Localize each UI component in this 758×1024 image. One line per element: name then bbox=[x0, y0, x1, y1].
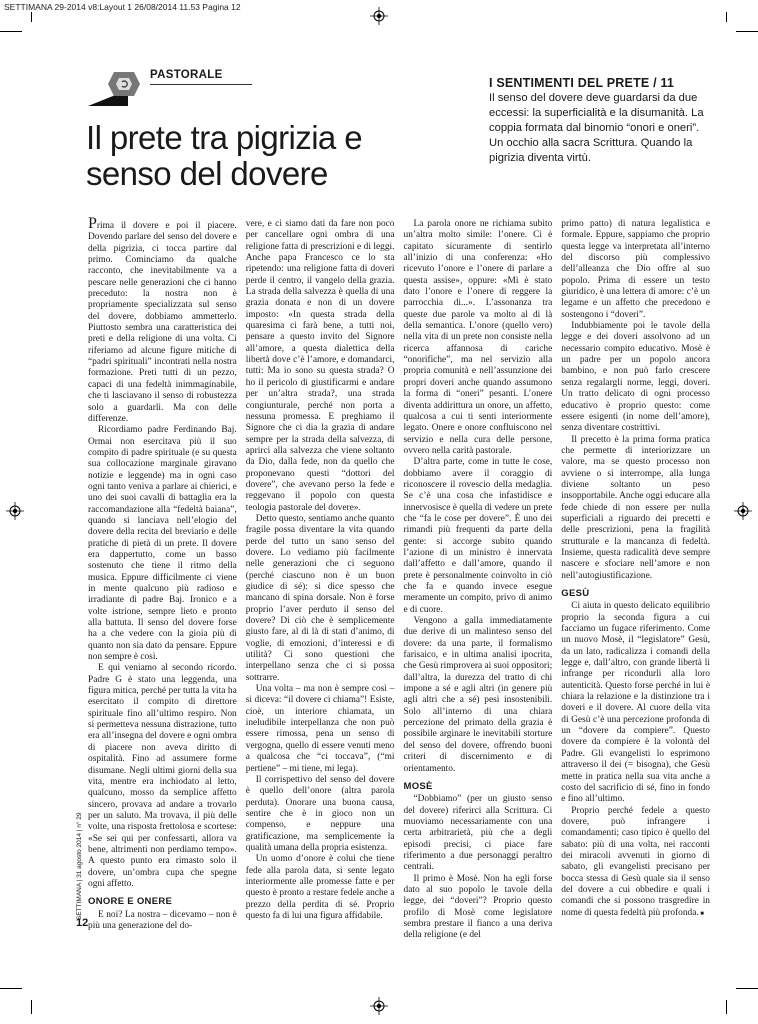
paragraph: vere, e ci siamo dati da fare non poco per cancellare ogni ombra di una religione fatta di prescrizioni e di leggi. Anche papa Francesco ce lo sta ripetendo: una religione fatta di doveri perde il centro, il vangelo della grazia. La strada della salvezza è quella di una grazia donata e non di un dovere imposto: «In questa strada della quaresima ci farà bene, a tutti noi, pensare a questo invito del Signore all’amore, a questa dialettica della libertà dove c’è l’amore, e domandarci, tutti: Ma io sono su questa strada? O ho il pericolo di giustificarmi e andare per un’altra strada?, una strada congiunturale, perché non porta a nessuna promessa. E preghiamo il Signore che ci dia la grazia di andare sempre per la strada della salvezza, di aprirci alla salvezza che viene soltanto da Dio, dalla fede, non da quello che proponevano questi “dottori del dovere”, che avevano perso la fede e reggevano il popolo con questa teologia pastorale del dovere». bbox=[245, 219, 395, 513]
crop-mark-top-left-h bbox=[0, 31, 22, 32]
paragraph: Un uomo d’onore è colui che tiene fede alla parola data, si sente legato interiormente alle promesse fatte e per questo è pronto a restare fedele anche a prezzo della perdita di sé. Proprio questo fa di lui una figura affidabile. bbox=[245, 854, 395, 921]
crop-mark-top-left-v bbox=[31, 12, 32, 22]
paragraph: La parola onore ne richiama subito un’altra molto simile: l’onere. Ci è capitato sicuramente di sentirlo all’inizio di una conferenza: «Ho ricevuto l’onore e l’onere di parlare a questa assise», oppure: «Mi è stato dato l’onore e l’onere di reggere la parrocchia di...». L’assonanza tra queste due parole va molto al di là della semantica. L’onore (quello vero) nella vita di un prete non consiste nella ricerca affannosa di cariche “onorifiche”, ma nel servizio alla propria comunità e nell’assunzione dei propri doveri anche quando assumono la forma di “oneri” pesanti. L’onere diventa addirittura un onore, un affetto, qualcosa a cui ti senti interiormente legato. Onere e onore confluiscono nel servizio e nella cura delle persone, ovvero nella carità pastorale. bbox=[403, 219, 553, 456]
print-slug-line: SETTIMANA 29-2014 v8:Layout 1 26/08/2014 11.53 Pagina 12 bbox=[4, 2, 241, 12]
registration-mark-top bbox=[370, 7, 388, 25]
article-headline: Il prete tra pigrizia e senso del dovere bbox=[86, 119, 362, 192]
crop-mark-bottom-left-h bbox=[0, 988, 22, 989]
crop-mark-bottom-right-h bbox=[736, 988, 758, 989]
paragraph: primo patto) di natura legalistica e formale. Eppure, sappiamo che proprio questa legge va interpretata all’interno del discorso più complessivo dell’alleanza che Dio offre al suo popolo. Prima di essere un testo giuridico, è una lettera di amore: c’è un legame e un affetto che precedono e sostengono i “doveri”. bbox=[561, 219, 710, 320]
registration-mark-right bbox=[734, 502, 752, 520]
section-underline bbox=[150, 84, 252, 85]
paragraph bbox=[88, 215, 237, 425]
subheading-onore-e-onere: ONORE E ONERE bbox=[88, 896, 173, 908]
paragraph: “Dobbiamo” (per un giusto senso del dovere) riferirci alla Scrittura. Ci muoviamo necessariamente con una certa arbitrarietà, più che a degli episodi precisi, ci piace fare riferimento a due personaggi peraltro centrali. bbox=[403, 794, 553, 873]
crop-mark-bottom-right-v bbox=[726, 1000, 727, 1014]
paragraph: Ci aiuta in questo delicato equilibrio proprio la seconda figura a cui facciamo un fugace riferimento. Come un nuovo Mosè, il “legislatore” Gesù, da un lato, radicalizza i comandi della legge e, dall’altro, con grande libertà li infrange per ricondurli alla loro autenticità. Questo forse perché in lui è chiara la relazione e la distinzione tra i doveri e il dovere. Al cuore della vita di Gesù c’è una percezione profonda di un “dovere da compiere”. Questo dovere da compiere è la volontà del Padre. Gli evangelisti lo esprimono attraverso il dei (= bisogna), che Gesù mette in pratica nella sua vita anche a costo del sacrificio di sé, fino in fondo e fino all’ultimo. bbox=[561, 601, 710, 805]
crop-mark-top-right-v bbox=[726, 12, 727, 22]
article-body bbox=[88, 215, 710, 941]
paragraph: Indubbiamente poi le tavole della legge e dei doveri assolvono ad un necessario compito educativo. Mosè è un padre per un popolo ancora bambino, e non può farlo crescere senza regalargli norme, leggi, doveri. Un tratto delicato di ogni processo educativo è proprio questo: come essere esigenti (in nome dell’amore), senza diventare costrittivi. bbox=[561, 321, 710, 434]
body-column-3 bbox=[403, 219, 553, 941]
paragraph: E qui veniamo al secondo ricordo. Padre G è stato una leggenda, una figura mitica, perché per tutta la vita ha esercitato il compito di direttore spirituale fino all’ultimo respiro. Non si permetteva nessuna distrazione, tutto era all’insegna del dovere e ogni ombra di piacere non aveva diritto di ospitalità. Fino ad assumere forme disumane. Negli ultimi giorni della sua vita, mentre era inchiodato al letto, qualcuno, mosso da semplice affetto sincero, provava ad andare a trovarlo per un saluto. Ma trovava, il più delle volte, una risposta frettolosa e scortese: «Se sei qui per confessarti, allora va bene, altrimenti non perdiamo tempo». A questo punto era rimasto solo il dovere, un’ombra cupa che spegne ogni affetto. bbox=[88, 663, 237, 889]
paragraph: Il corrispettivo del senso del dovere è quello dell’onore (altra parola perduta). Onorare una buona causa, sentire che è in gioco non un compenso, e neppure una gratificazione, ma semplicemente la qualità umana della propria esistenza. bbox=[245, 774, 395, 853]
paragraph: E noi? La nostra – dicevamo – non è più una generazione del do- bbox=[88, 909, 237, 931]
drop-cap: P bbox=[88, 215, 97, 232]
body-column-1 bbox=[88, 215, 237, 931]
page-credit-vertical: SETTIMANA | 31 agosto 2014 | n° 29 bbox=[76, 812, 83, 920]
section-label: PASTORALE bbox=[150, 69, 223, 81]
crop-mark-top-right-h bbox=[736, 31, 758, 32]
article-deck: Il senso del dovere deve guardarsi da due eccessi: la superficialità e la disumanità. La coppia formata dal binomio “onori e oneri”. Un occhio alla sacra Scrittura. Quando la pigrizia diventa virtù. bbox=[489, 92, 704, 164]
paragraph: Una volta – ma non è sempre così – si diceva: “il dovere ci chiama”! Esiste, cioè, un interiore chiamata, un ineludibile interpellanza che non può essere rimossa, pena un senso di vergogna, quello di essere venuti meno a qualcosa che “ci toccava”, (“mi pertiene” – mi tiene, mi lega). bbox=[245, 684, 395, 774]
paragraph: Proprio perché fedele a questo dovere, può infrangere i comandamenti; caso tipico è quello del sabato: più di una volta, nei racconti dei miracoli avvenuti in giorno di sabato, gli evangelisti precisano per bocca stessa di Gesù quale sia il senso del dovere a cui obbedire e quali i comandi che si possono trasgredire in nome di questa fedeltà più profonda. ■ bbox=[561, 806, 710, 920]
series-title: I SENTIMENTI DEL PRETE / 11 bbox=[489, 76, 675, 90]
paragraph: Il precetto è la prima forma pratica che permette di interiorizzare un valore, ma se questo processo non avviene o si interrompe, alla lunga diviene soltanto un peso insopportabile. Anche oggi educare alla fede chiede di non essere per nulla superficiali a riguardo dei precetti e delle prescrizioni, pena la fragilità strutturale e la mancanza di fedeltà. Insieme, questa radicalità deve sempre nascere e sfociare nell’amore e non nell’autogiustificazione. bbox=[561, 434, 710, 581]
body-column-4 bbox=[561, 219, 710, 919]
subheading-mose: MOSÈ bbox=[403, 780, 433, 792]
registration-mark-bottom bbox=[370, 997, 388, 1015]
paragraph: Il primo è Mosè. Non ha egli forse dato al suo popolo le tavole della legge, dei “doveri”? Proprio questo profilo di Mosè come legislatore sembra prestare il fianco a una deriva della religione (e del bbox=[403, 873, 553, 941]
crop-mark-bottom-left-v bbox=[31, 1000, 32, 1014]
paragraph-text: rima il dovere e poi il piacere. Dovendo parlare del senso del dovere e della pigrizia, ci tocca partire dal primo. Cominciamo da qualche racconto, che inevitabilmente va a pescare nelle generazioni che ci hanno preceduto: la nostra non è propriamente specializzata sul senso del dovere, dobbiamo ammetterlo. Piuttosto sembra una caratteristica dei preti e della religione di una volta. Ci riferiamo ad alcune figure mitiche di “padri spirituali” incontrati nella nostra formazione. Preti tutti di un pezzo, capaci di una fedeltà inimmaginabile, che ti lasciavano il senso di robustezza solo a guardarli. Ma con delle differenze. bbox=[88, 221, 237, 424]
page-number: 12 bbox=[76, 917, 89, 929]
subheading-gesu: GESÙ bbox=[561, 588, 590, 599]
registration-mark-left bbox=[6, 502, 24, 520]
paragraph: Detto questo, sentiamo anche quanto fragile possa diventare la vita quando perde del tutto un sano senso del dovere. Lo vediamo più facilmente nelle generazioni che ci seguono (perché ciascuno non è un buon giudice di sé): si dice spesso che mancano di spina dorsale. Non è forse proprio l’aver perduto il senso del dovere? Di ciò che è semplicemente giusto fare, al di là di stati d’animo, di voglie, di emozioni, d’interessi e di utilità? Ci sono questioni che interpellano senza che ci si possa sottrarre. bbox=[245, 513, 395, 683]
body-column-2 bbox=[246, 219, 395, 919]
paragraph: Vengono a galla immediatamente due derive di un malinteso senso del dovere: da una parte, il formalismo farisaico, e in ultima analisi ipocrita, che Gesù rimprovera ai suoi oppositori; dall’altra, la durezza del tratto di chi impone a sé e agli altri (in genere più agli altri che a sé) pesi insostenibili. Solo all’interno di una chiara percezione del primato della grazia è possibile arginare le inevitabili storture del senso del dovere, offrendo buoni criteri di discernimento e di orientamento. bbox=[403, 616, 553, 774]
section-logo-icon bbox=[88, 70, 140, 108]
paragraph: D’altra parte, come in tutte le cose, dobbiamo avere il coraggio di riconoscere il rovescio della medaglia. Se c’è una cosa che infastidisce e innervosisce è quella di vedere un prete che “fa le cose per dovere”. È uno dei rimandi più frequenti da parte della gente: si accorge subito quando l’azione di un ministro è innervata dall’affetto e dall’amore, quando il prete è personalmente coinvolto in ciò che fa e quando invece esegue meramente un compito, privo di animo e di cuore. bbox=[403, 457, 553, 615]
paragraph: Ricordiamo padre Ferdinando Baj. Ormai non esercitava più il suo compito di padre spirituale (e su questa sua collocazione marginale giravano notizie e leggende) ma in ogni caso ogni tanto veniva a parlare ai chierici, e uno dei suoi cavalli di battaglia era la raccomandazione alla “fedeltà baiana”, quando si lanciava nell’elogio del dovere della recita del breviario e delle pratiche di pietà di un prete. Il dovere era dappertutto, come un basso sostenuto che tiene il ritmo della musica. Eppure difficilmente ci viene in mente qualcuno più radioso e irradiante di padre Baj. Ironico e a volte istrione, sempre lieto e pronto alla battuta. Il senso del dovere forse ha a che vedere con la gioia più di quanto non sia dato da pensare. Eppure non sempre è così. bbox=[88, 425, 237, 663]
